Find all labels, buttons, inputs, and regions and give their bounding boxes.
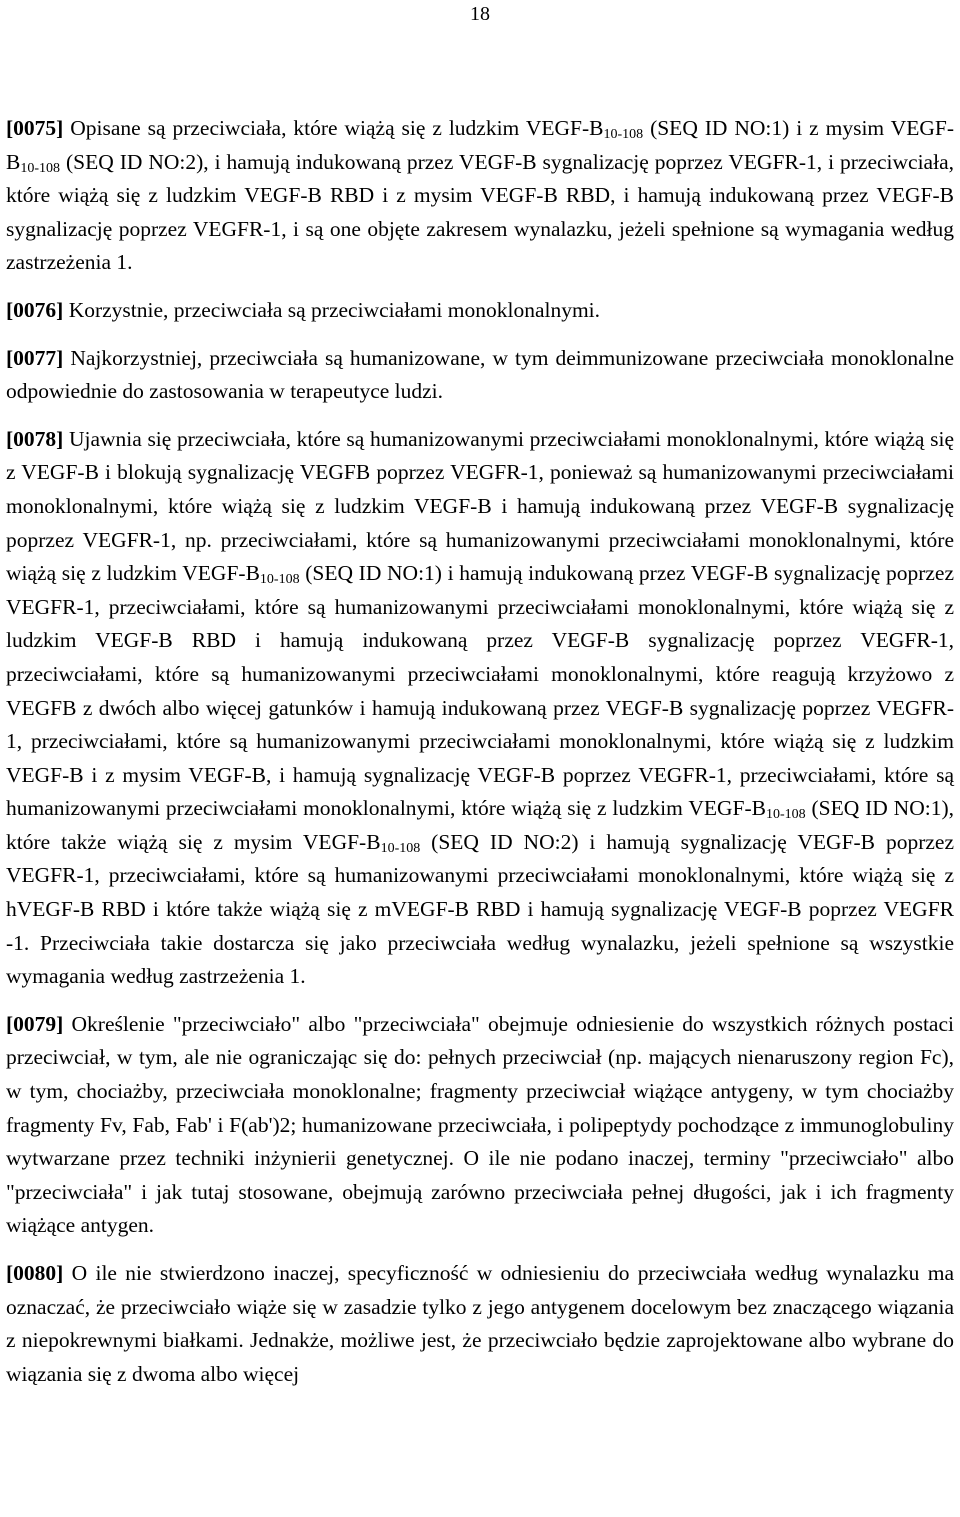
paragraph-0076 [6, 294, 954, 328]
paragraph-text: Określenie "przeciwciało" albo "przeciwciała" obejmuje odniesienie do wszystkich różnych postaci przeciwciał, w tym, ale nie ograniczając się do: pełnych przeciwciał (np. mających nienaruszony region Fc), w tym, chociażby, przeciwciała monoklonalne; fragmenty przeciwciał wiążące antygeny, w tym chociażby fragmenty Fv, Fab, Fab' i F(ab')2; humanizowane przeciwciała, i polipeptydy pochodzące z immunoglobuliny wytwarzane przez techniki inżynierii genetycznej. O ile nie podano inaczej, terminy "przeciwciało" albo "przeciwciała" i jak tutaj stosowane, obejmują zarówno przeciwciała pełnej długości, jak i ich fragmenty wiążące antygen. [6, 1011, 954, 1238]
paragraph-number: [0076] [6, 297, 64, 322]
paragraph-0075 [6, 112, 954, 280]
paragraph-text: Korzystnie, przeciwciała są przeciwciałami monoklonalnymi. [63, 297, 601, 322]
paragraph-text: (SEQ ID NO:2), i hamują indukowaną przez VEGF-B sygnalizację poprzez VEGFR-1, i przeciwciała, które wiążą się z ludzkim VEGF-B RBD i z mysim VEGF-B RBD, i hamują indukowaną przez VEGF-B sygnalizację poprzez VEGFR-1, i są one objęte zakresem wynalazku, jeżeli spełnione są wymagania według zastrzeżenia 1. [6, 149, 954, 275]
paragraph-text: Ujawnia się przeciwciała, które są humanizowanymi przeciwciałami monoklonalnymi, które wiążą się z VEGF-B i blokują sygnalizację VEGFB poprzez VEGFR-1, ponieważ są humanizowanymi przeciwciałami monoklonalnymi, które wiążą się z ludzkim VEGF-B i hamują indukowaną przez VEGF-B sygnalizację poprzez VEGFR-1, np. przeciwciałami, które są humanizowanymi przeciwciałami monoklonalnymi, które wiążą się z ludzkim VEGF-B [6, 426, 954, 586]
paragraph-text: Opisane są przeciwciała, które wiążą się z ludzkim VEGF-B [63, 116, 604, 140]
paragraph-text: Najkorzystniej, przeciwciała są humanizowane, w tym deimmunizowane przeciwciała monoklonalne odpowiednie do zastosowania w terapeutyce ludzi. [6, 345, 954, 404]
paragraph-text: (SEQ ID NO:1) i z mysim VEGF-B [6, 116, 954, 174]
paragraph-text: (SEQ ID NO:2) i hamują sygnalizację VEGF-B poprzez VEGFR-1, przeciwciałami, które są humanizowanymi przeciwciałami monoklonalnymi, które wiążą się z hVEGF-B RBD i które także wiążą się z mVEGF-B RBD i hamują sygnalizację VEGF-B poprzez VEGFR -1. Przeciwciała takie dostarcza się jako przeciwciała według wynalazku, jeżeli spełnione są wszystkie wymagania według zastrzeżenia 1. [6, 829, 955, 989]
page-number: 18 [470, 3, 490, 25]
paragraph-0077 [6, 342, 954, 409]
paragraph-0079 [6, 1008, 954, 1243]
paragraph-number: [0077] [6, 345, 64, 370]
paragraph-text: (SEQ ID NO:1) i hamują indukowaną przez VEGF-B sygnalizację poprzez VEGFR-1, przeciwciałami, które są humanizowanymi przeciwciałami monoklonalnymi, które wiążą się z ludzkim VEGF-B RBD i hamują indukowaną przez VEGF-B sygnalizację poprzez VEGFR-1, przeciwciałami, które są humanizowanymi przeciwciałami monoklonalnymi, które reagują krzyżowo z VEGFB z dwóch albo więcej gatunków i hamują indukowaną przez VEGF-B sygnalizację poprzez VEGFR-1, przeciwciałami, które są humanizowanymi przeciwciałami monoklonalnymi, które wiążą się z ludzkim VEGF-B i z mysim VEGF-B, i hamują sygnalizację VEGF-B poprzez VEGFR-1, przeciwciałami, które są humanizowanymi przeciwciałami monoklonalnymi, które wiążą się z ludzkim VEGF-B [6, 561, 954, 821]
paragraph-0078 [6, 423, 954, 994]
paragraph-text: O ile nie stwierdzono inaczej, specyficzność w odniesieniu do przeciwciała według wynalazku ma oznaczać, że przeciwciało wiąże się w zasadzie tylko z jego antygenem docelowym bez znaczącego wiązania z niepokrewnymi białkami. Jednakże, możliwe jest, że przeciwciało będzie zaprojektowane albo wybrane do wiązania się z dwoma albo więcej [6, 1261, 954, 1386]
paragraph-number: [0079] [6, 1011, 64, 1036]
paragraph-text: (SEQ ID NO:1), które także wiążą się z mysim VEGF-B [6, 796, 954, 854]
subscript: 10-108 [380, 840, 421, 856]
subscript: 10-108 [259, 572, 300, 588]
subscript: 10-108 [765, 807, 806, 823]
subscript: 10-108 [603, 127, 644, 142]
subscript: 10-108 [20, 160, 61, 176]
paragraph-number: [0078] [6, 426, 64, 451]
document-body [6, 112, 954, 1405]
paragraph-number: [0080] [6, 1261, 64, 1285]
paragraph-0080 [6, 1257, 954, 1391]
paragraph-number: [0075] [6, 116, 64, 140]
